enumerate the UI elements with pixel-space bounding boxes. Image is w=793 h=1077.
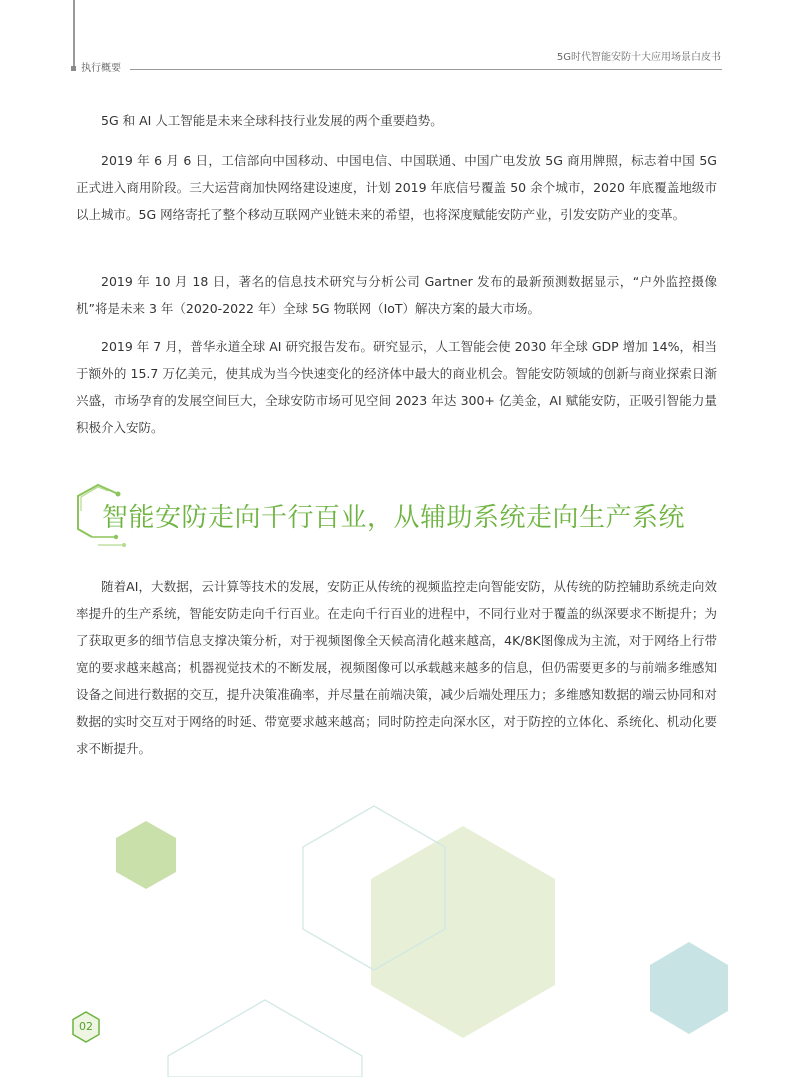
header-doc-title: 5G时代智能安防十大应用场景白皮书 — [556, 52, 721, 63]
hexagon-outline-bottom — [168, 1000, 362, 1077]
hexagon-large-pale-green — [371, 826, 555, 1038]
paragraph-pwc: 2019 年 7 月，普华永道全球 AI 研究报告发布。研究显示，人工智能会使 2030 年全球 GDP 增加 14%，相当于额外的 15.7 万亿美元，使其成为当今快速变化的经济体中最大的商业机会。智能安防领域的创新与商业探索日渐兴盛，市场孕育的发展空间巨大，全球安防市场可见空间 2023 年达 300+ 亿美金，AI 赋能安防，正吸引智能力量积极介入安防。 — [76, 339, 717, 435]
paragraph-5g-license: 2019 年 6 月 6 日，工信部向中国移动、中国电信、中国联通、中国广电发放 5G 商用牌照，标志着中国 5G 正式进入商用阶段。三大运营商加快网络建设速度，计划 2019 年底信号覆盖 50 余个城市，2020 年底覆盖地级市以上城市。5G 网络寄托了整个移动互联网产业链未来的希望，也将深度赋能安防产业，引发安防产业的变革。 — [76, 153, 717, 222]
paragraph-section-body: 随着AI，大数据，云计算等技术的发展，安防正从传统的视频监控走向智能安防，从传统的防控辅助系统走向效率提升的生产系统，智能安防走向千行百业。在走向千行百业的进程中，不同行业对于覆盖的纵深要求不断提升；为了获取更多的细节信息支撑决策分析，对于视频图像全天候高清化越来越高，4K/8K图像成为主流，对于网络上行带宽的要求越来越高；机器视觉技术的不断发展，视频图像可以承载越来越多的信息，但仍需要更多的与前端多维感知设备之间进行数据的交互，提升决策准确率，并尽量在前端决策，减少后端处理压力；多维感知数据的端云协同和对数据的实时交互对于网络的时延、带宽要求越来越高；同时防控走向深水区，对于防控的立体化、系统化、机动化要求不断提升。 — [76, 579, 717, 756]
hexagon-small-green — [116, 821, 176, 889]
paragraph-intro: 5G 和 AI 人工智能是未来全球科技行业发展的两个重要趋势。 — [101, 113, 443, 128]
hexagon-teal — [650, 942, 728, 1034]
page-number: 02 — [79, 1020, 93, 1033]
header-section-label: 执行概要 — [81, 63, 121, 74]
paragraph-gartner: 2019 年 10 月 18 日，著名的信息技术研究与分析公司 Gartner 发布的最新预测数据显示，“户外监控摄像机”将是未来 3 年（2020-2022 年）全球 5G 物联网（IoT）解决方案的最大市场。 — [76, 274, 717, 316]
section-title: 智能安防走向千行百业，从辅助系统走向生产系统 — [102, 503, 686, 533]
